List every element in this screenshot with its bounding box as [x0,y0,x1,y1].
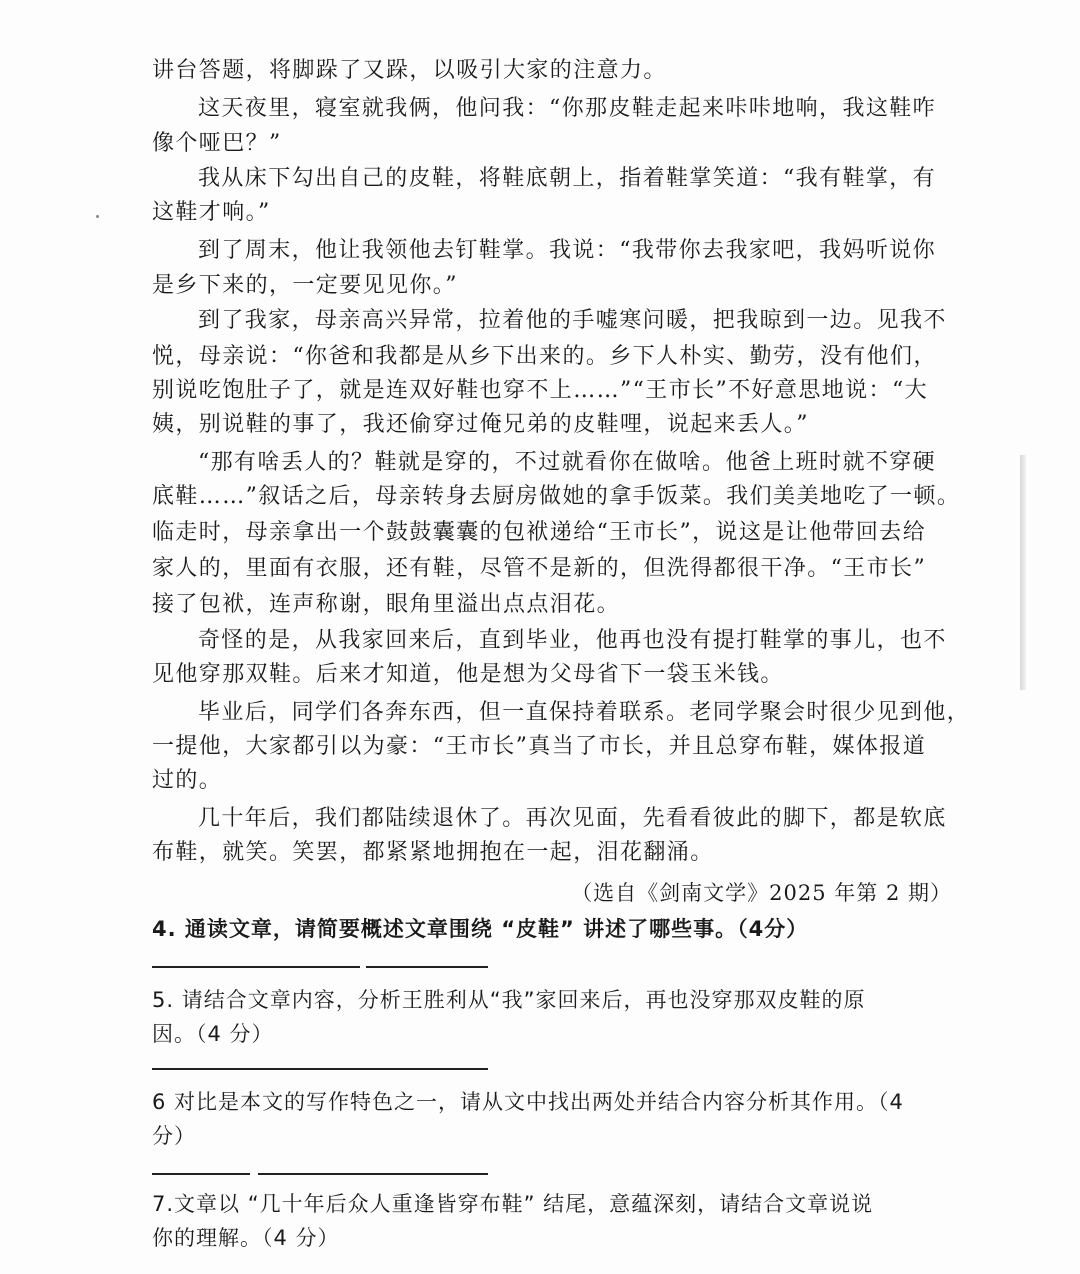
passage-line: 悦，母亲说：“你爸和我都是从乡下出来的。乡下人朴实、勤劳，没有他们， [152,344,937,369]
passage-line: 别说吃饱肚子了，就是连双好鞋也穿不上……”“王市长”不好意思地说：“大 [152,378,928,403]
passage-line: 毕业后，同学们各奔东西，但一直保持着联系。老同学聚会时很少见到他， [198,700,971,725]
passage-line: 讲台答题，将脚跺了又跺，以吸引大家的注意力。 [152,58,667,83]
passage-line: 临走时，母亲拿出一个鼓鼓囊囊的包袱递给“王市长”，说这是让他带回去给 [152,520,927,545]
passage-line: 几十年后，我们都陆续退休了。再次见面，先看看彼此的脚下，都是软底 [198,806,947,831]
question-text: 5. 请结合文章内容，分析王胜利从“我”家回来后，再也没穿那双皮鞋的原 [152,988,866,1012]
passage-line: 底鞋……”叙话之后，母亲转身去厨房做她的拿手饭菜。我们美美地吃了一顿。 [152,484,961,509]
question-text-cont: 因。（4 分） [152,1022,274,1046]
passage-line: 见他穿那双鞋。后来才知道，他是想为父母省下一袋玉米钱。 [152,662,784,687]
passage-line: 到了周末，他让我领他去钉鞋掌。我说：“我带你去我家吧，我妈听说你 [198,238,937,263]
passage-line: 像个哑巴？” [152,131,282,156]
passage-line: 接了包袱，连声称谢，眼角里溢出点点泪花。 [152,592,621,617]
passage-line: 家人的，里面有衣服，还有鞋，尽管不是新的，但洗得都很干净。“王市长” [152,556,927,581]
passage-line: 这鞋才响。” [152,200,271,225]
answer-line[interactable] [258,1173,488,1175]
passage-line: 布鞋，就笑。笑罢，都紧紧地拥抱在一起，泪花翻涌。 [152,840,714,865]
question-text: 6 对比是本文的写作特色之一，请从文中找出两处并结合内容分析其作用。（4 [152,1090,904,1114]
passage-line: 姨，别说鞋的事了，我还偷穿过俺兄弟的皮鞋哩，说起来丢人。” [152,412,809,437]
passage-line: 这天夜里，寝室就我俩，他问我：“你那皮鞋走起来咔咔地响，我这鞋咋 [198,96,937,121]
answer-line[interactable] [152,1173,250,1175]
passage-line: 过的。 [152,768,223,793]
question-text-cont: 分） [152,1124,196,1148]
passage-line: 我从床下勾出自己的皮鞋，将鞋底朝上，指着鞋掌笑道：“我有鞋掌，有 [198,166,937,191]
passage-line: 奇怪的是，从我家回来后，直到毕业，他再也没有提打鞋掌的事儿，也不 [198,628,947,653]
answer-line[interactable] [152,966,360,968]
passage-line: 是乡下来的，一定要见见你。” [152,273,458,298]
scan-edge-shadow [1020,455,1026,690]
question-text-cont: 你的理解。（4 分） [152,1226,340,1250]
passage-line: “那有啥丢人的？鞋就是穿的，不过就看你在做啥。他爸上班时就不穿硬 [198,450,937,475]
question-text: 4. 通读文章，请简要概述文章围绕 “皮鞋” 讲述了哪些事。（4分） [152,917,809,941]
answer-line[interactable] [366,966,488,968]
source-citation: （选自《剑南文学》2025 年第 2 期） [571,881,952,905]
passage-line: 到了我家，母亲高兴异常，拉着他的手嘘寒问暖，把我晾到一边。见我不 [198,308,947,333]
scan-speck [96,215,99,218]
answer-line[interactable] [152,1068,488,1070]
question-text: 7.文章以 “几十年后众人重逢皆穿布鞋” 结尾，意蕴深刻，请结合文章说说 [152,1192,874,1216]
passage-line: 一提他，大家都引以为豪：“王市长”真当了市长，并且总穿布鞋，媒体报道 [152,734,927,759]
